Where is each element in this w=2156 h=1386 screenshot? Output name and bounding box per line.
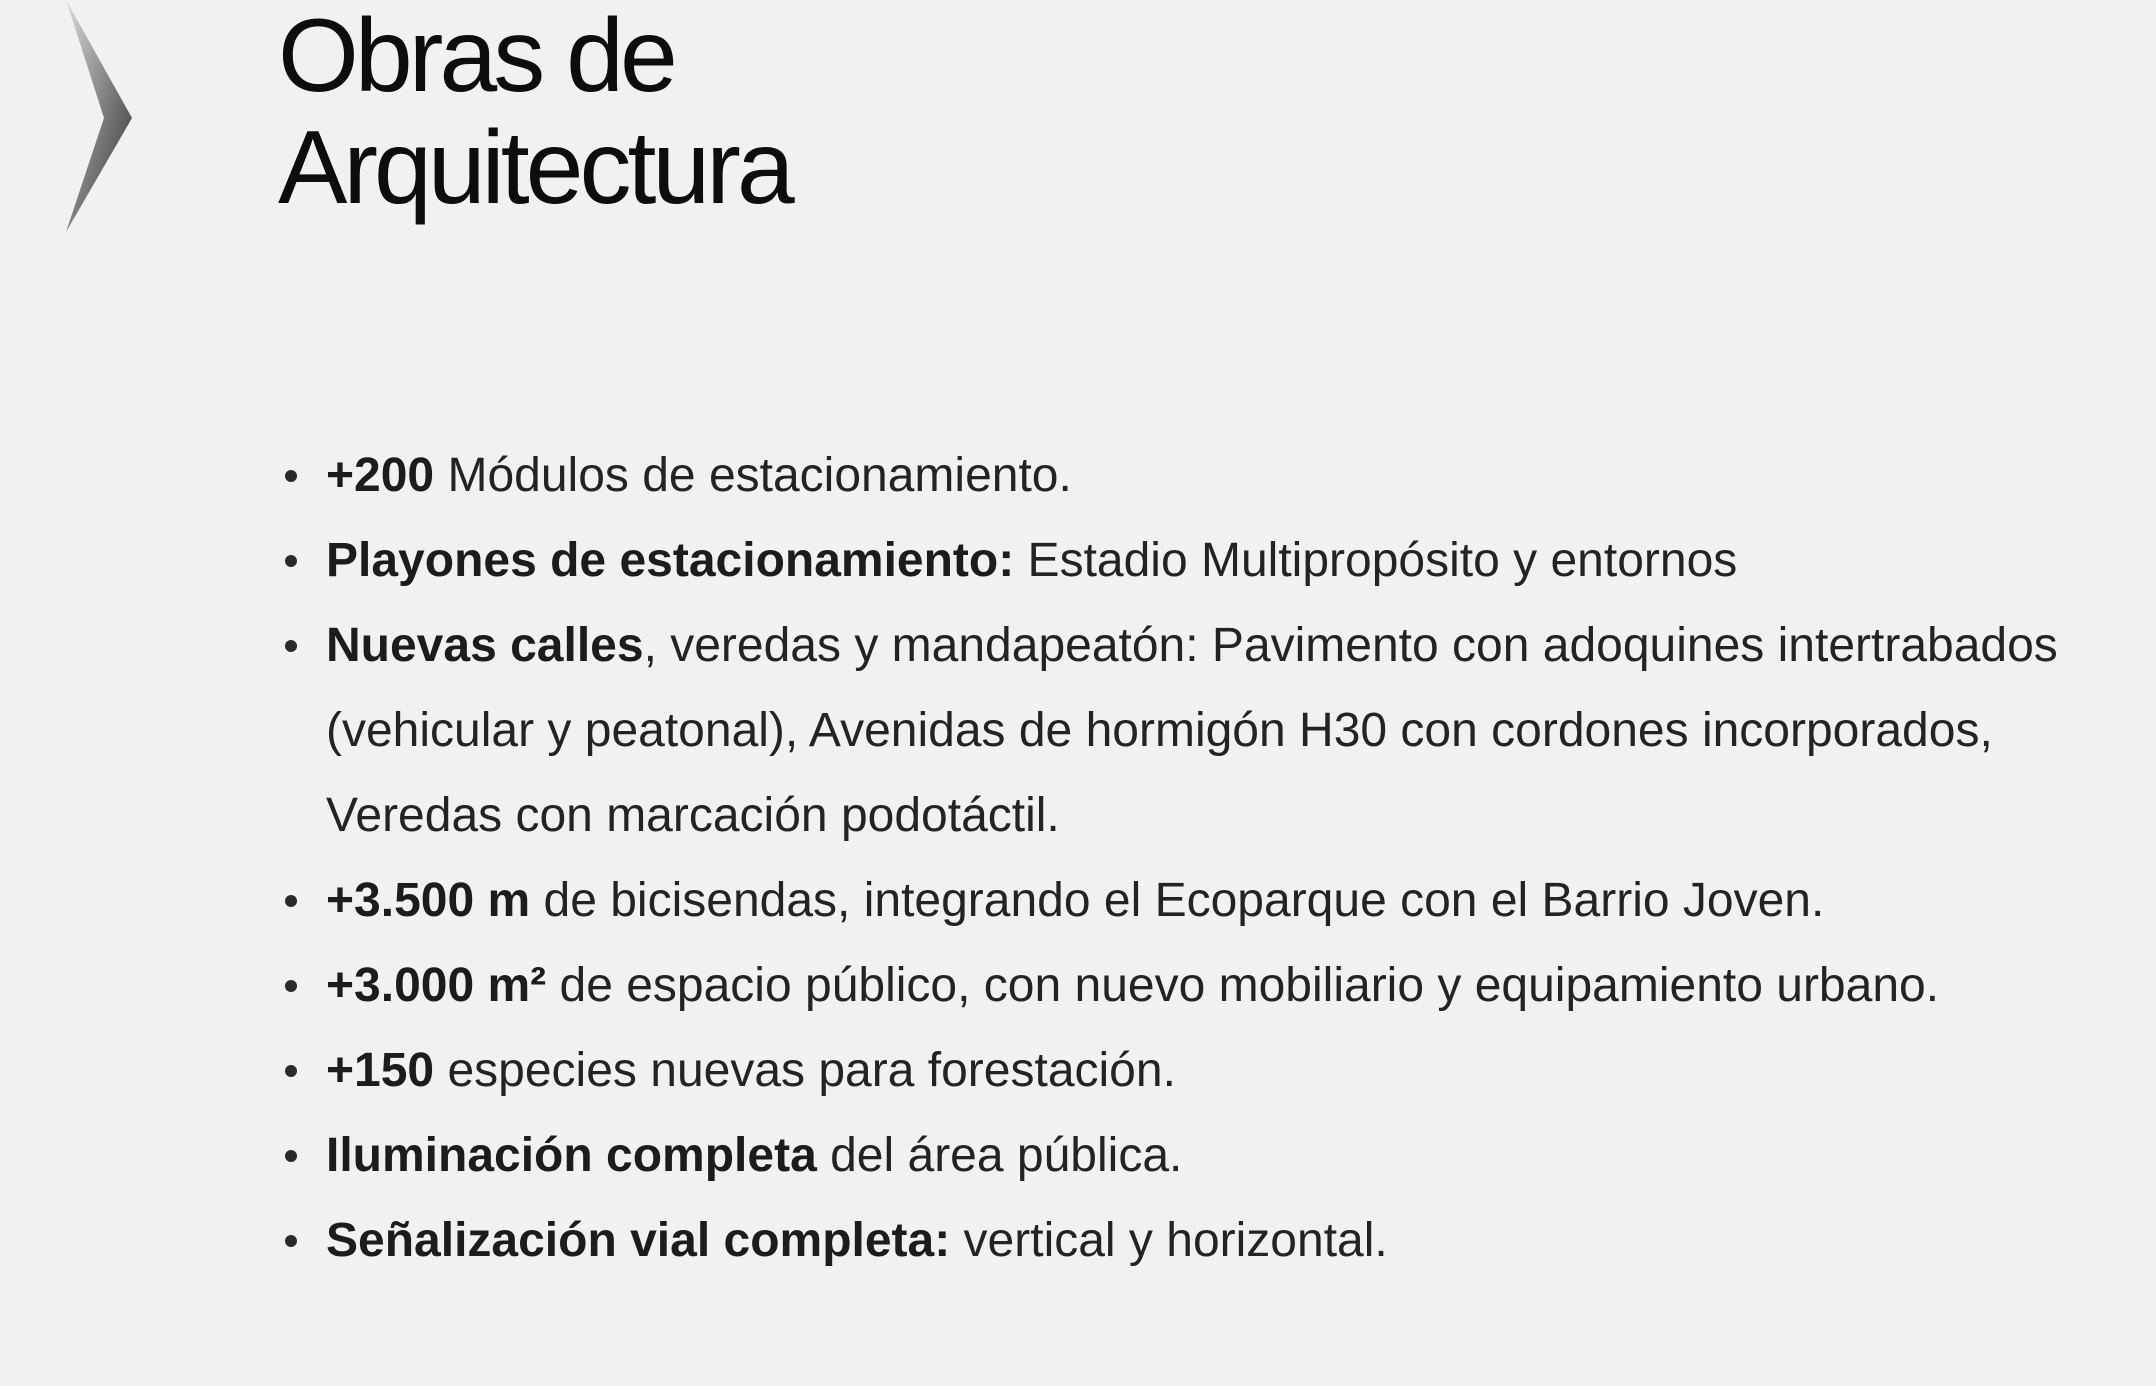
item-highlight: Iluminación completa — [326, 1129, 817, 1182]
item-highlight: Señalización vial completa: — [326, 1214, 951, 1267]
item-highlight: Nuevas calles — [326, 619, 644, 672]
list-item — [326, 1198, 2126, 1283]
item-highlight: +3.500 m — [326, 874, 531, 927]
item-highlight: Playones de estacionamiento: — [326, 534, 1015, 587]
item-highlight: +200 — [326, 449, 435, 502]
chevron-right-icon — [62, 0, 132, 235]
item-text: Estadio Multipropósito y entornos — [1014, 534, 1738, 587]
item-highlight: +3.000 m² — [326, 959, 547, 1012]
title-line-1: Obras de — [278, 0, 674, 114]
list-item — [326, 1113, 2126, 1198]
list-item — [326, 943, 2126, 1028]
item-text: del área pública. — [816, 1129, 1183, 1182]
list-item — [326, 1028, 2126, 1113]
item-text: vertical y horizontal. — [950, 1214, 1388, 1267]
works-list — [326, 433, 2126, 1283]
list-item — [326, 603, 2126, 858]
item-highlight: +150 — [326, 1044, 435, 1097]
item-text: especies nuevas para forestación. — [434, 1044, 1176, 1097]
item-text: de bicisendas, integrando el Ecoparque con el Barrio Joven. — [530, 874, 1825, 927]
item-text: , veredas y mandapeatón: Pavimento con adoquines intertrabados (vehicular y peatonal), Avenidas de hormigón H30 con cordones incorporados, Veredas con marcación podotáctil. — [326, 619, 2058, 842]
list-item — [326, 518, 2126, 603]
title-line-2: Arquitectura — [278, 110, 791, 226]
page-title — [278, 0, 791, 224]
item-text: de espacio público, con nuevo mobiliario y equipamiento urbano. — [546, 959, 1940, 1012]
item-text: Módulos de estacionamiento. — [434, 449, 1072, 502]
list-item — [326, 858, 2126, 943]
list-item — [326, 433, 2126, 518]
